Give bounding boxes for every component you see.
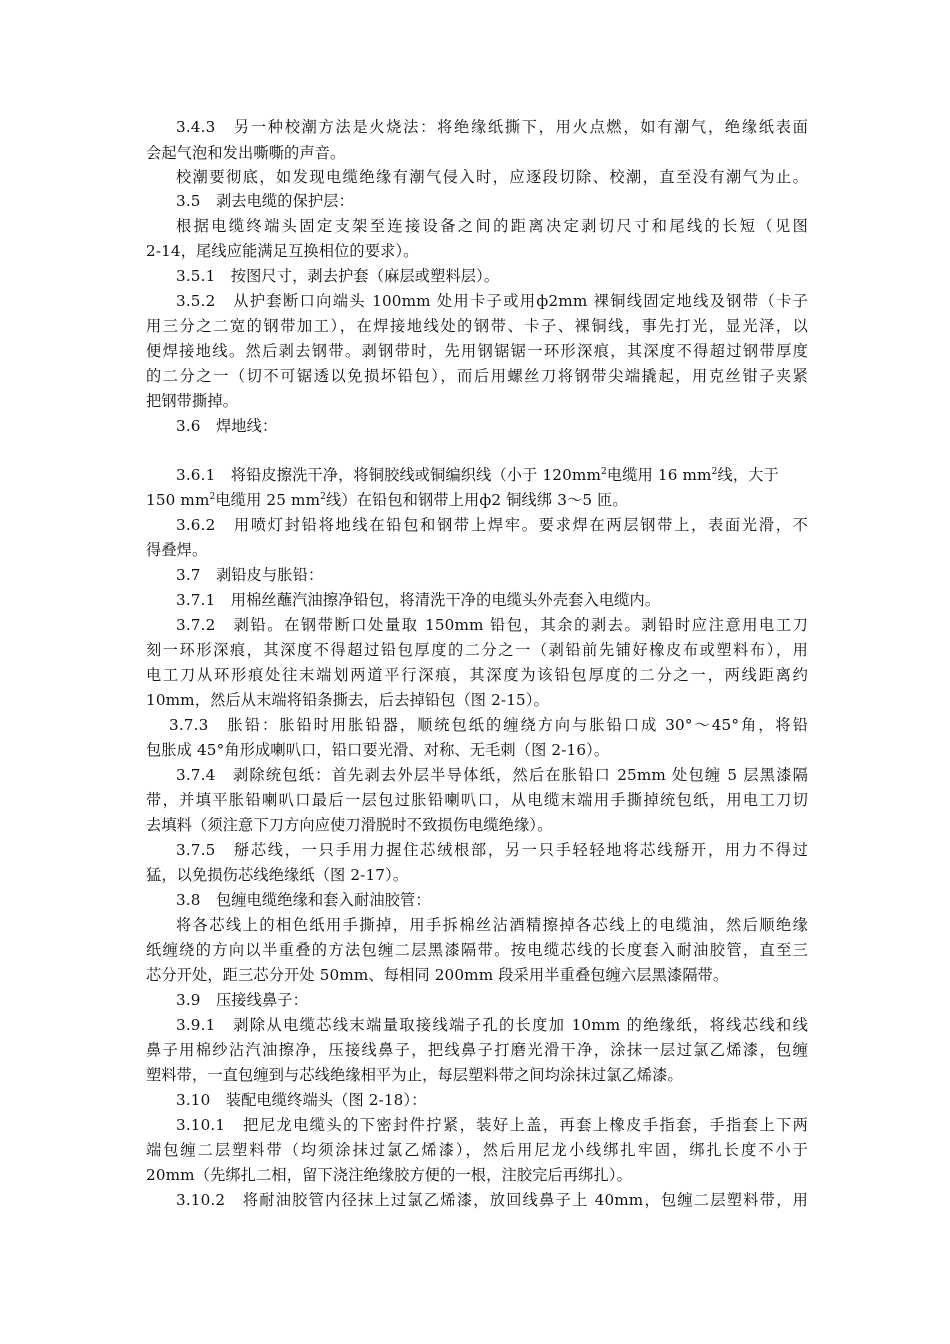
para-3-9-1-line1: 3.9.1 剥除从电缆芯线末端量取接线端子孔的长度加 10mm 的绝缘纸，将线芯线和线	[176, 1016, 808, 1034]
para-3-5-2-line3: 便焊接地线。然后剥去钢带。剥钢带时，先用钢锯锯一环形深痕，其深度不得超过钢带厚度	[146, 342, 808, 360]
para-3-7-1: 3.7.1 用棉丝蘸汽油擦净铅包，将清洗干净的电缆头外壳套入电缆内。	[176, 591, 661, 609]
para-3-5-1: 3.5.1 按图尺寸，剥去护套（麻层或塑料层）。	[176, 267, 500, 285]
para-3-7-4-line3: 去填料（须注意下刀方向应使刀滑脱时不致损伤电缆绝缘）。	[146, 816, 553, 834]
para-3-5-2-line5: 把钢带撕掉。	[146, 392, 239, 410]
para-3-7-2-line3: 电工刀从环形痕处往末端划两道平行深痕，其深度为该铅包厚度的二分之一，两线距离约	[146, 666, 808, 684]
para-3-7-2-line1: 3.7.2 剥铅。在钢带断口处量取 150mm 铅包，其余的剥去。剥铅时应注意用电工刀	[176, 616, 808, 634]
para-3-7-2-line2: 刻一环形深痕，其深度不得超过铅包厚度的二分之一（剥铅前先铺好橡皮布或塑料布），用	[146, 641, 808, 659]
para-3-10-1-line1: 3.10.1 把尼龙电缆头的下密封件拧紧，装好上盖，再套上橡皮手指套，手指套上下两	[176, 1116, 808, 1134]
para-3-7-3-line2: 包胀成 45°角形成喇叭口，铅口要光滑、对称、无毛刺（图 2-16）。	[146, 741, 610, 759]
para-3-7-5-line1: 3.7.5 掰芯线，一只手用力握住芯绒根部，另一只手轻轻地将芯线掰开，用力不得过	[176, 841, 808, 859]
heading-3-6: 3.6 焊地线：	[176, 417, 278, 435]
heading-3-9: 3.9 压接线鼻子：	[176, 991, 308, 1009]
para-3-5-line1: 根据电缆终端头固定支架至连接设备之间的距离决定剥切尺寸和尾线的长短（见图	[176, 217, 808, 235]
para-3-10-2-line1: 3.10.2 将耐油胶管内径抹上过氯乙烯漆，放回线鼻子上 40mm，包缠二层塑料带，用	[176, 1191, 808, 1209]
para-3-7-4-line1: 3.7.4 剥除统包纸：首先剥去外层半导体纸，然后在胀铅口 25mm 处包缠 5 层黑漆隔	[176, 766, 808, 784]
para-3-8-line1: 将各芯线上的相色纸用手撕掉，用手拆棉丝沾酒精擦掉各芯线上的电缆油，然后顺绝缘	[176, 916, 808, 934]
heading-3-10: 3.10 装配电缆终端头（图 2-18）：	[176, 1091, 427, 1109]
heading-3-8: 3.8 包缠电缆绝缘和套入耐油胶管：	[176, 891, 431, 909]
para-3-6-2-line2: 得叠焊。	[146, 541, 208, 559]
para-3-8-line2: 纸缠绕的方向以半重叠的方法包缠二层黑漆隔带。按电缆芯线的长度套入耐油胶管，直至三	[146, 941, 808, 959]
para-3-7-5-line2: 猛，以免损伤芯线绝缘纸（图 2-17）。	[146, 866, 409, 884]
para-3-6-1-line1: 3.6.1 将铅皮擦洗干净，将铜胶线或铜编织线（小于 $120mm^2$电缆用 16 $mm^2$线，大于	[176, 466, 779, 484]
para-3-5-line2: 2-14，尾线应能满足互换相位的要求）。	[146, 242, 419, 260]
para-3-4-3-line2: 会起气泡和发出嘶嘶的声音。	[146, 144, 346, 162]
para-3-9-1-line3: 塑料带，一直包缠到与芯线绝缘相平为止，每层塑料带之间均涂抹过氯乙烯漆。	[146, 1066, 683, 1084]
heading-3-5: 3.5 剥去电缆的保护层：	[176, 192, 354, 210]
para-3-6-2-line1: 3.6.2 用喷灯封铅将地线在铅包和钢带上焊牢。要求焊在两层钢带上，表面光滑，不	[176, 516, 808, 534]
para-moisture-check: 校潮要彻底，如发现电缆绝缘有潮气侵入时，应逐段切除、校潮，直至没有潮气为止。	[176, 168, 808, 186]
heading-3-7: 3.7 剥铅皮与胀铅：	[176, 566, 324, 584]
para-3-5-2-line2: 用三分之二宽的钢带加工），在焊接地线处的钢带、卡子、裸铜线，事先打光，显光泽，以	[146, 317, 808, 335]
para-3-7-2-line4: 10mm，然后从末端将铅条撕去，后去掉铅包（图 2-15）。	[146, 691, 549, 709]
para-3-4-3-line1: 3.4.3 另一种校潮方法是火烧法：将绝缘纸撕下，用火点燃，如有潮气，绝缘纸表面	[176, 118, 808, 136]
para-3-7-4-line2: 带，并填平胀铅喇叭口最后一层包过胀铅喇叭口，从电缆末端用手撕掉统包纸，用电工刀切	[146, 791, 808, 809]
para-3-5-2-line4: 的二分之一（切不可锯透以免损坏铅包），而后用螺丝刀将钢带尖端撬起，用克丝钳子夹紧	[146, 367, 808, 385]
para-3-9-1-line2: 鼻子用棉纱沾汽油擦净，压接线鼻子，把线鼻子打磨光滑干净，涂抹一层过氯乙烯漆，包缠	[146, 1041, 808, 1059]
para-3-10-1-line3: 20mm（先绑扎二相，留下浇注绝缘胶方便的一根，注胶完后再绑扎）。	[146, 1166, 632, 1184]
para-3-10-1-line2: 端包缠二层塑料带（均须涂抹过氯乙烯漆），然后用尼龙小线绑扎牢固，绑扎长度不小于	[146, 1141, 808, 1159]
para-3-5-2-line1: 3.5.2 从护套断口向端头 100mm 处用卡子或用ф2mm 裸铜线固定地线及钢带（卡子	[176, 292, 808, 310]
para-3-6-1-line2: 150 $mm^2$电缆用 25 $mm^2$线）在铅包和钢带上用ф2 铜线绑 3～5 匝。	[146, 491, 628, 509]
para-3-7-3-line1: 3.7.3 胀铅：胀铅时用胀铅器，顺统包纸的缠绕方向与胀铅口成 30°～45°角，将铅	[169, 716, 808, 734]
para-3-8-line3: 芯分开处，距三芯分开处 50mm、每相同 200mm 段采用半重叠包缠六层黑漆隔带。	[146, 966, 729, 984]
